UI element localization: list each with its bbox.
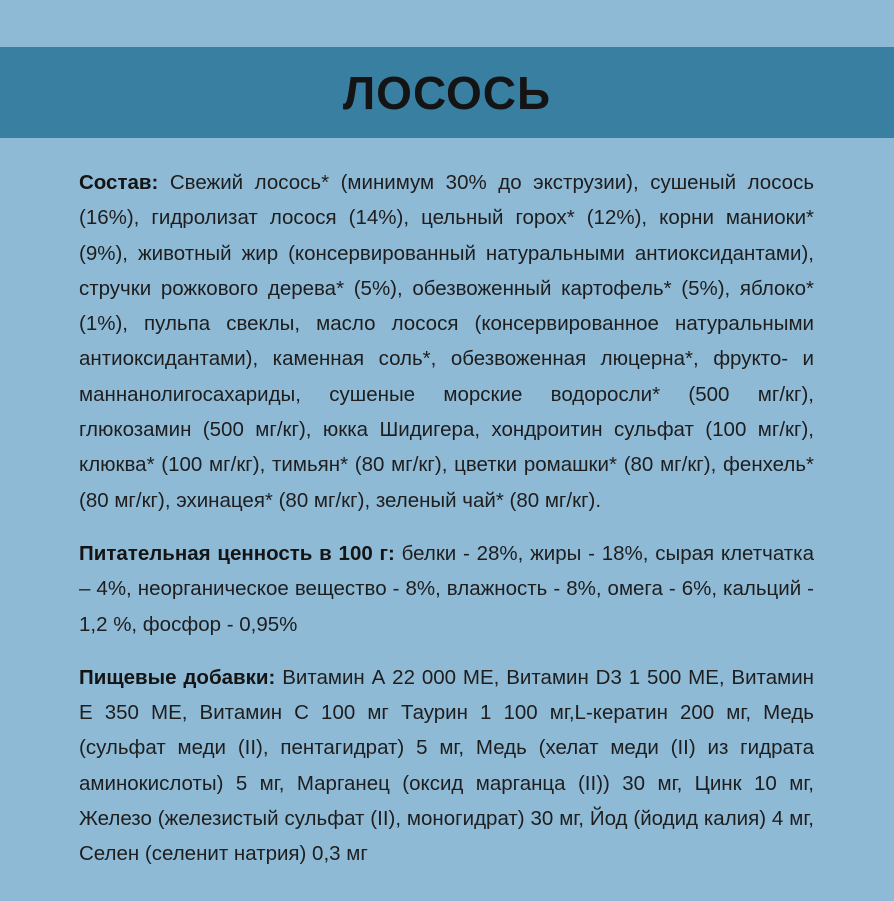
- composition-text: Свежий лосось* (минимум 30% до экструзии), сушеный лосось (16%), гидролизат лосося (14%), цельный горох* (12%), корни маниоки* (9%), животный жир (консервированный натуральными антиоксидантами), стручки рожкового дерева* (5%), обезвоженный картофель* (5%), яблоко* (1%), пульпа свеклы, масло лосося (консервированное натуральными антиоксидантами), каменная соль*, обезвоженная люцерна*, фрукто- и маннанолигосахариды, сушеные морские водоросли* (500 мг/кг), глюкозамин (500 мг/кг), юкка Шидигера, хондроитин сульфат (100 мг/кг), клюква* (100 мг/кг), тимьян* (80 мг/кг), цветки ромашки* (80 мг/кг), фенхель* (80 мг/кг), эхинацея* (80 мг/кг), зеленый чай* (80 мг/кг).: [79, 171, 815, 512]
- additives-paragraph: [79, 660, 814, 872]
- product-title: ЛОСОСЬ: [342, 66, 552, 119]
- composition-paragraph: [79, 165, 814, 518]
- additives-text: Витамин А 22 000 МЕ, Витамин D3 1 500 МЕ, Витамин Е 350 МЕ, Витамин С 100 мг Таурин 1 100 мг,L-кератин 200 мг, Медь (сульфат меди (II), пентагидрат) 5 мг, Медь (хелат меди (II) из гидрата аминокислоты) 5 мг, Марганец (оксид марганца (II)) 30 мг, Цинк 10 мг, Железо (железистый сульфат (II), моногидрат) 30 мг, Йод (йодид калия) 4 мг, Селен (селенит натрия) 0,3 мг: [79, 665, 814, 866]
- additives-label: Пищевые добавки:: [79, 665, 276, 689]
- composition-content: [79, 165, 814, 872]
- composition-label: Состав:: [79, 171, 159, 194]
- nutrition-paragraph: [79, 536, 814, 642]
- title-band: [0, 47, 894, 138]
- nutrition-text: белки - 28%, жиры - 18%, сырая клетчатка – 4%, неорганическое вещество - 8%, влажность - 8%, омега - 6%, кальций - 1,2 %, фосфор - 0,95%: [79, 541, 814, 636]
- nutrition-label: Питательная ценность в 100 г:: [79, 541, 395, 565]
